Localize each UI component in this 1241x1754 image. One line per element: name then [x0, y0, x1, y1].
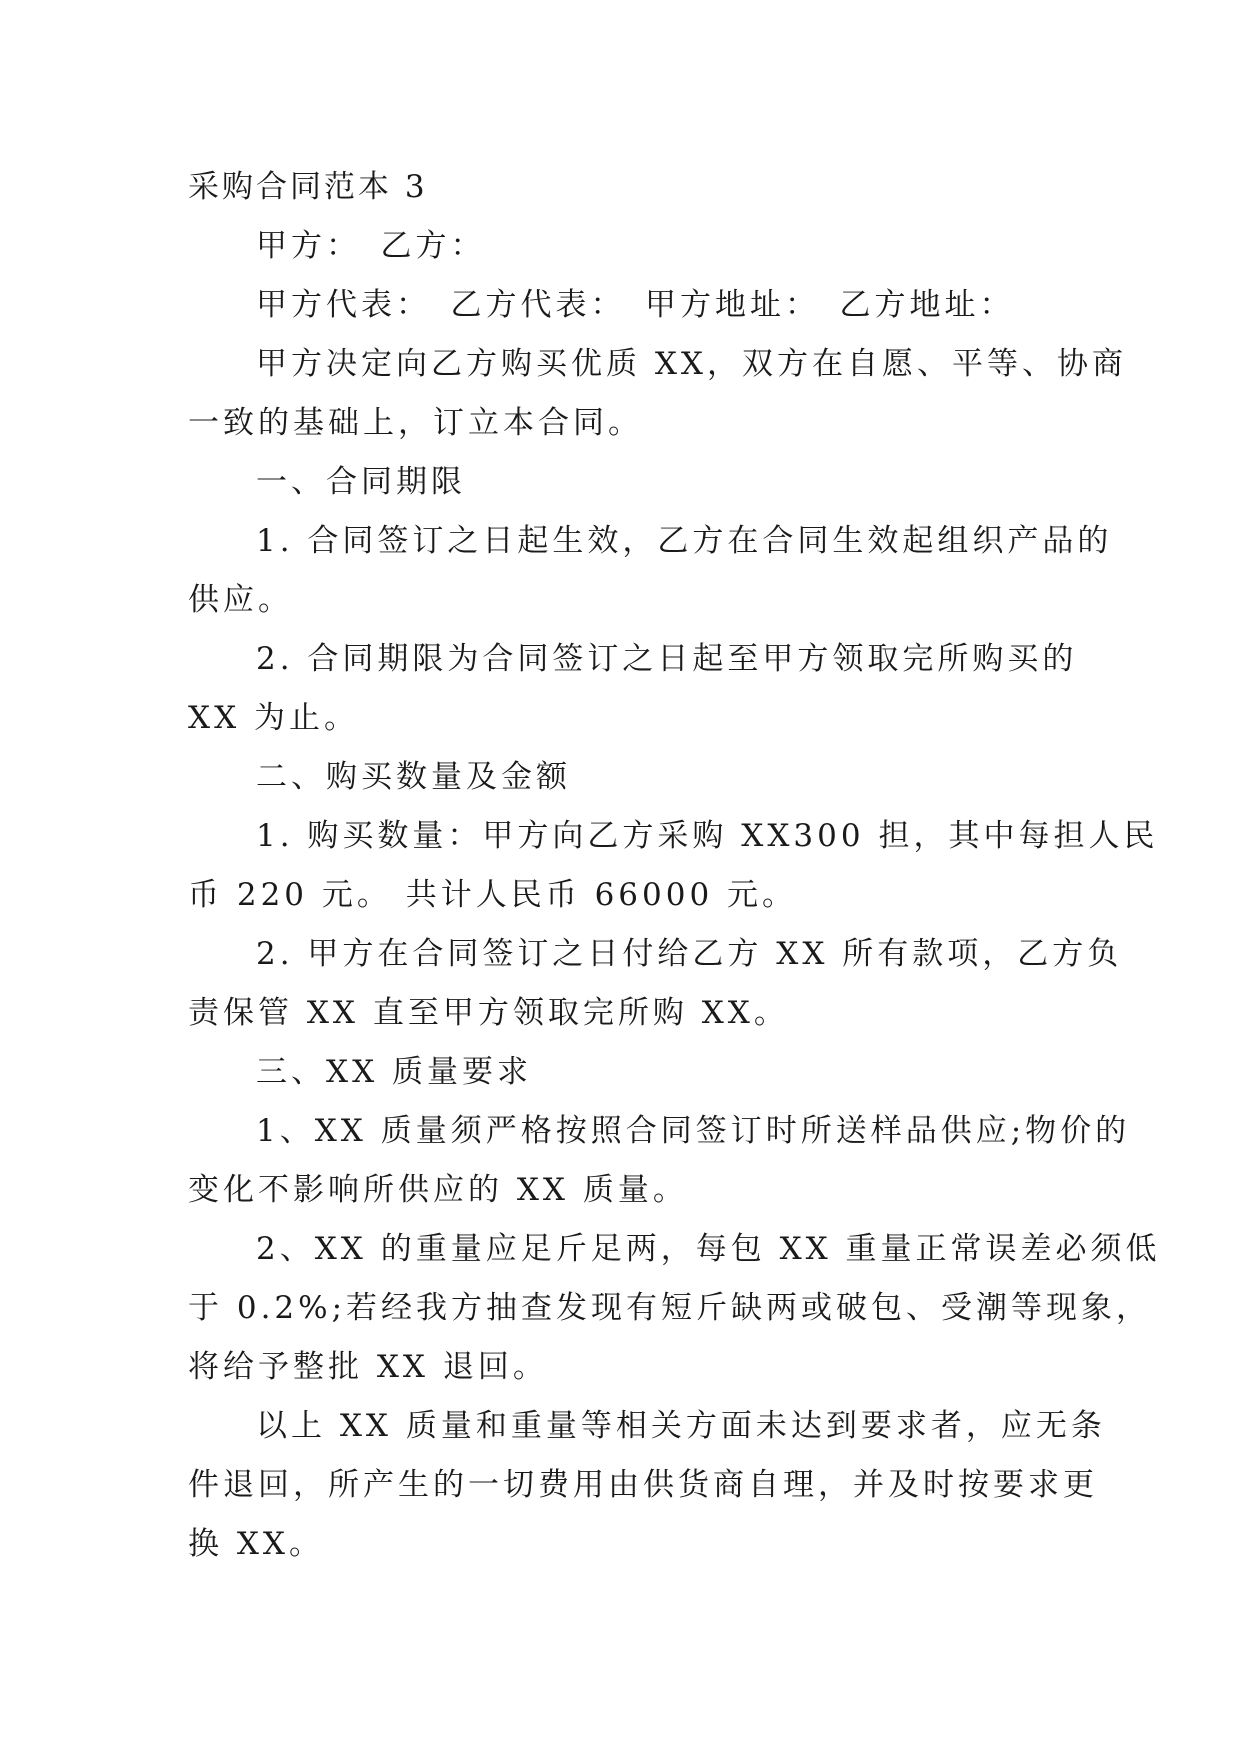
clause-line: 供应。 [188, 582, 293, 618]
parties-line: 甲方： 乙方： [256, 228, 486, 264]
clause-line: 2、XX 的重量应足斤足两，每包 XX 重量正常误差必须低 [256, 1231, 1161, 1267]
clause-line: 2. 合同期限为合同签订之日起至甲方领取完所购买的 [256, 641, 1078, 677]
section-heading: 三、XX 质量要求 [256, 1054, 532, 1090]
clause-line: 1、XX 质量须严格按照合同签订时所送样品供应;物价的 [256, 1113, 1131, 1149]
section-heading: 一、合同期限 [256, 464, 466, 500]
section-heading: 二、购买数量及金额 [256, 759, 571, 795]
document-title: 采购合同范本 3 [188, 169, 428, 205]
representatives-line: 甲方代表： 乙方代表： 甲方地址： 乙方地址： [256, 287, 1015, 323]
clause-line: 责保管 XX 直至甲方领取完所购 XX。 [188, 995, 789, 1031]
clause-line: 变化不影响所供应的 XX 质量。 [188, 1172, 688, 1208]
clause-line: 1. 购买数量：甲方向乙方采购 XX300 担，其中每担人民 [256, 818, 1159, 854]
clause-line: XX 为止。 [188, 700, 359, 736]
clause-line: 1. 合同签订之日起生效，乙方在合同生效起组织产品的 [256, 523, 1113, 559]
intro-paragraph-line: 一致的基础上，订立本合同。 [188, 405, 643, 441]
intro-paragraph-line: 甲方决定向乙方购买优质 XX，双方在自愿、平等、协商 [256, 346, 1127, 382]
closing-paragraph-line: 换 XX。 [188, 1526, 324, 1562]
clause-line: 币 220 元。 共计人民币 66000 元。 [188, 877, 798, 913]
closing-paragraph-line: 以上 XX 质量和重量等相关方面未达到要求者，应无条 [256, 1408, 1106, 1444]
clause-line: 2. 甲方在合同签订之日付给乙方 XX 所有款项，乙方负 [256, 936, 1123, 972]
closing-paragraph-line: 件退回，所产生的一切费用由供货商自理，并及时按要求更 [188, 1467, 1098, 1503]
clause-line: 于 0.2%;若经我方抽查发现有短斤缺两或破包、受潮等现象， [188, 1290, 1152, 1326]
document-body [188, 158, 1161, 1574]
clause-line: 将给予整批 XX 退回。 [188, 1349, 548, 1385]
